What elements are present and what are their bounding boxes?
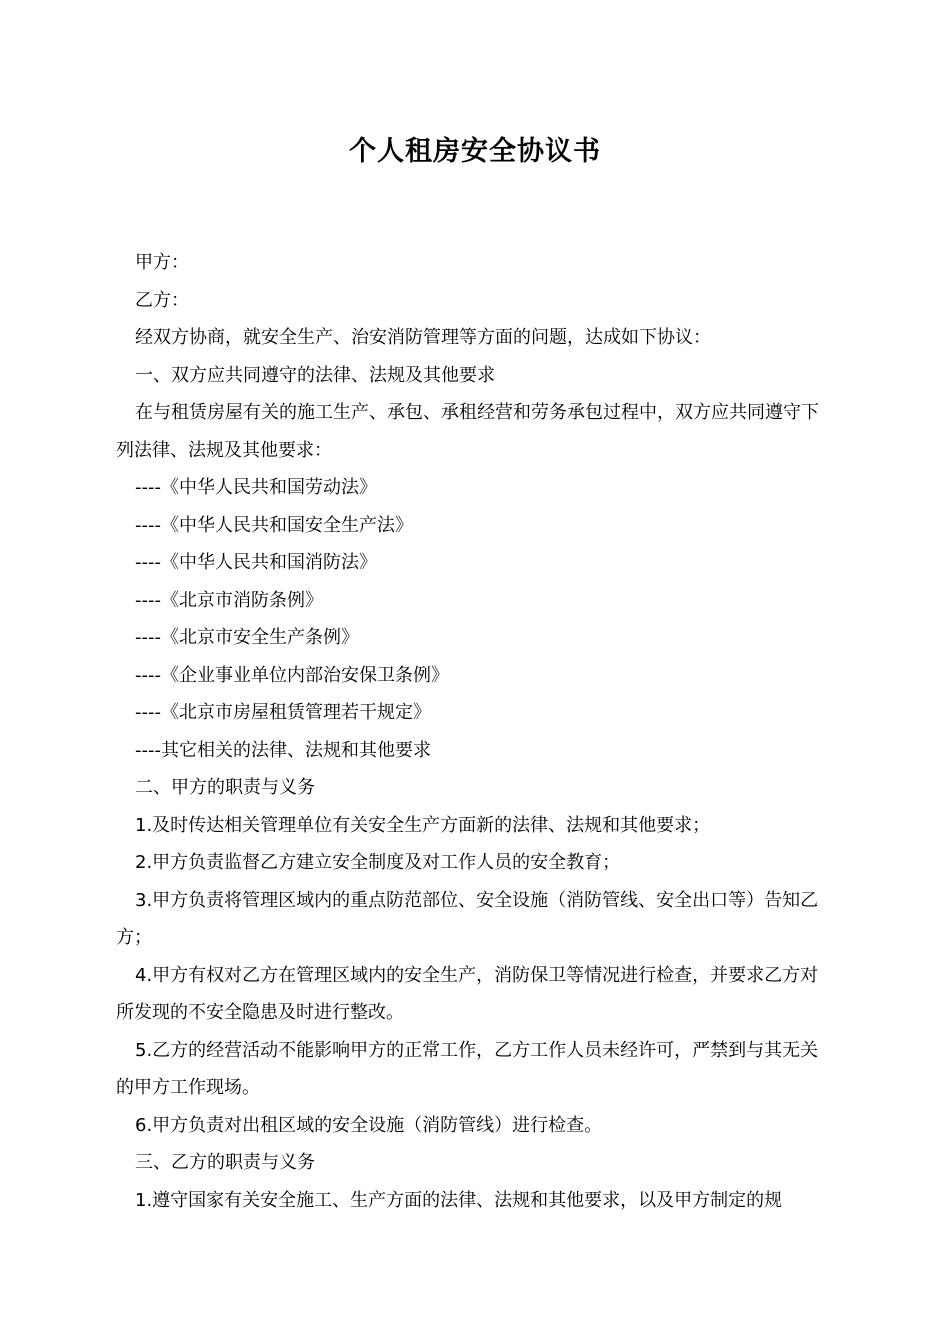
law-list-item: ----《企业事业单位内部治安保卫条例》 xyxy=(135,664,449,686)
section-1-paragraph: 在与租赁房屋有关的施工生产、承包、承租经营和劳务承包过程中，双方应共同遵守下列法律、法规及其他要求： xyxy=(116,402,819,461)
law-list-item: ----《北京市安全生产条例》 xyxy=(135,627,359,648)
party-a-line: 甲方： xyxy=(135,252,189,273)
law-list-item: ----《北京市消防条例》 xyxy=(135,589,323,611)
preamble-paragraph: 经双方协商，就安全生产、治安消防管理等方面的问题，达成如下协议： xyxy=(135,327,711,348)
section-2-item: 1.及时传达相关管理单位有关安全生产方面新的法律、法规和其他要求； xyxy=(135,814,711,836)
law-list-item: ----《中华人民共和国劳动法》 xyxy=(135,477,377,498)
section-2-item: 4.甲方有权对乙方在管理区域内的安全生产，消防保卫等情况进行检查，并要求乙方对所发现的不安全隐患及时进行整改。 xyxy=(116,964,819,1023)
document-body xyxy=(116,244,836,1219)
section-2-item: 3.甲方负责将管理区域内的重点防范部位、安全设施（消防管线、安全出口等）告知乙方； xyxy=(116,889,819,948)
section-2-item: 5.乙方的经营活动不能影响甲方的正常工作，乙方工作人员未经许可，严禁到与其无关的甲方工作现场。 xyxy=(116,1039,819,1098)
section-1-heading: 一、双方应共同遵守的法律、法规及其他要求 xyxy=(135,364,495,386)
party-b-line: 乙方： xyxy=(135,289,189,311)
section-2-item: 2.甲方负责监督乙方建立安全制度及对工作人员的安全教育； xyxy=(135,852,621,873)
law-list-item: ----《中华人民共和国消防法》 xyxy=(135,552,377,573)
section-3-item: 1.遵守国家有关安全施工、生产方面的法律、法规和其他要求，以及甲方制定的规 xyxy=(135,1189,783,1211)
law-list-item: ----《中华人民共和国安全生产法》 xyxy=(135,514,413,536)
document-title: 个人租房安全协议书 xyxy=(349,136,601,167)
section-2-item: 6.甲方负责对出租区域的安全设施（消防管线）进行检查。 xyxy=(135,1114,603,1136)
section-3-heading: 三、乙方的职责与义务 xyxy=(135,1152,315,1173)
section-2-heading: 二、甲方的职责与义务 xyxy=(135,777,315,798)
law-list-item: ----《北京市房屋租赁管理若干规定》 xyxy=(135,702,431,723)
law-list-item: ----其它相关的法律、法规和其他要求 xyxy=(135,739,431,761)
